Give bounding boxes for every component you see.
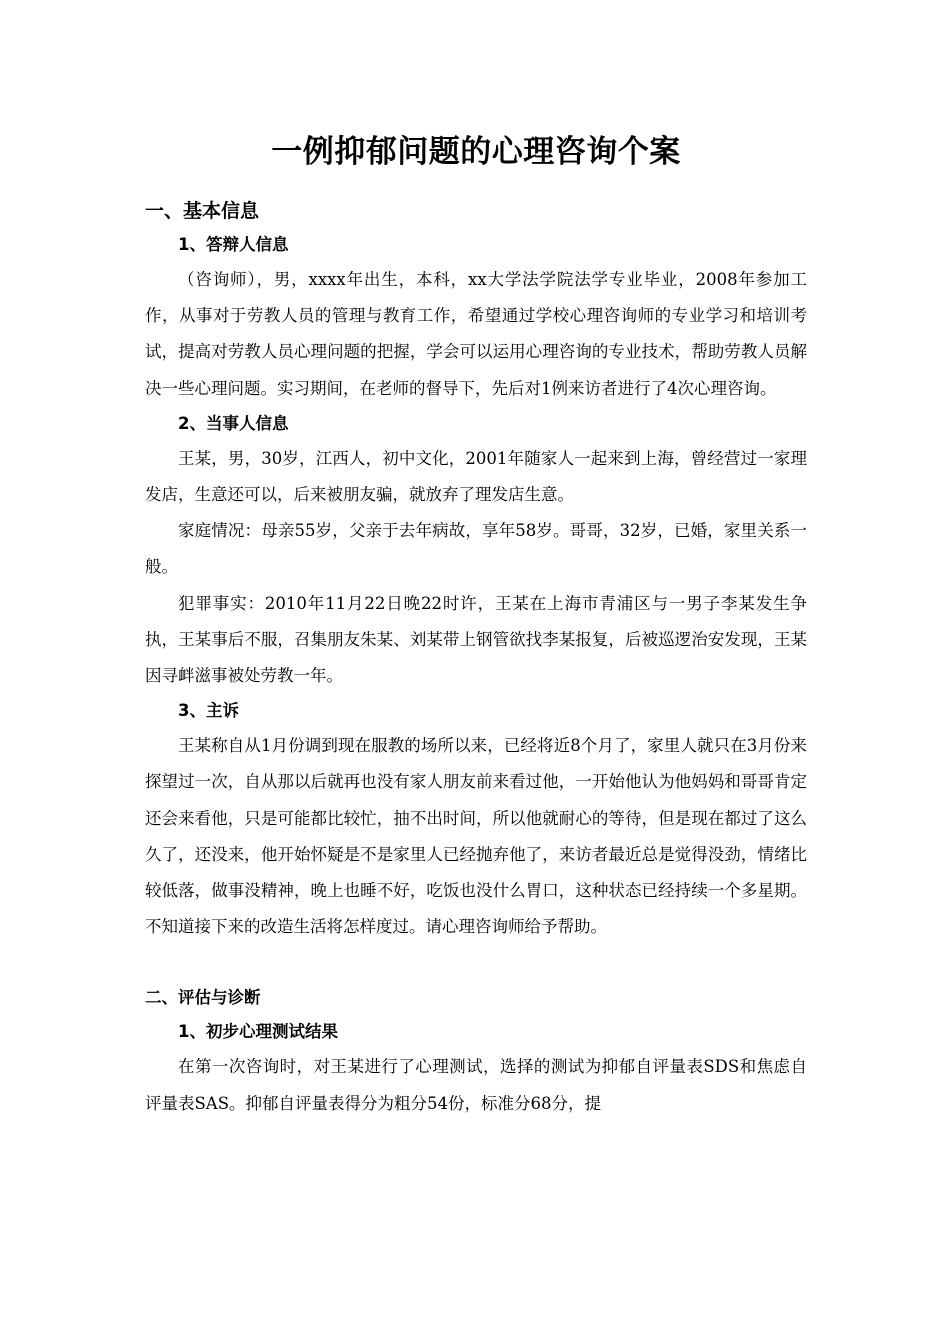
subsection-client-info [145,407,807,694]
subsection-complaint [145,694,807,945]
section-assessment [145,981,807,1121]
subsection-consultant-info [145,228,807,407]
section-heading: 二、评估与诊断 [145,988,261,1008]
paragraph: 犯罪事实：2010年11月22日晚22时许，王某在上海市青浦区与一男子李某发生争执，王某事后不服，召集朋友朱某、刘某带上钢管欲找李某报复，后被巡逻治安发现，王某因寻衅滋事被处劳教一年。 [145,593,807,686]
subsection-test-results [145,1015,807,1121]
subsection-heading: 1、答辩人信息 [178,235,289,254]
paragraph: 家庭情况：母亲55岁，父亲于去年病故，享年58岁。哥哥，32岁，已婚，家里关系一般。 [145,521,807,577]
paragraph: 王某称自从1月份调到现在服教的场所以来，已经将近8个月了，家里人就只在3月份来探望过一次，自从那以后就再也没有家人朋友前来看过他，一开始他认为他妈妈和哥哥肯定还会来看他，只是可能都比较忙，抽不出时间，所以他就耐心的等待，但是现在都过了这么久了，还没来，他开始怀疑是不是家里人已经抛弃他了，来访者最近总是觉得没劲，情绪比较低落，做事没精神，晚上也睡不好，吃饭也没什么胃口，这种状态已经持续一个多星期。不知道接下来的改造生活将怎样度过。请心理咨询师给予帮助。 [145,736,807,937]
subsection-heading: 2、当事人信息 [178,413,289,433]
document-body [145,124,807,1122]
paragraph: 王某，男，30岁，江西人，初中文化，2001年随家人一起来到上海，曾经营过一家理发店，生意还可以，后来被朋友骗，就放弃了理发店生意。 [145,448,807,505]
section-heading: 一、基本信息 [145,200,260,222]
subsection-heading: 3、主诉 [178,701,239,721]
spacer [145,945,807,981]
section-basic-info [145,194,807,945]
document-title: 一例抑郁问题的心理咨询个案 [271,134,681,170]
paragraph: 在第一次咨询时，对王某进行了心理测试，选择的测试为抑郁自评量表SDS和焦虑自评量表SAS。抑郁自评量表得分为粗分54份，标准分68分，提 [145,1057,807,1113]
subsection-heading: 1、初步心理测试结果 [178,1022,338,1042]
paragraph: （咨询师），男，xxxx年出生，本科，xx大学法学院法学专业毕业，2008年参加工作，从事对于劳教人员的管理与教育工作，希望通过学校心理咨询师的专业学习和培训考试，提高对劳教人员心理问题的把握，学会可以运用心理咨询的专业技术，帮助劳教人员解决一些心理问题。实习期间，在老师的督导下，先后对1例来访者进行了4次心理咨询。 [145,270,807,398]
